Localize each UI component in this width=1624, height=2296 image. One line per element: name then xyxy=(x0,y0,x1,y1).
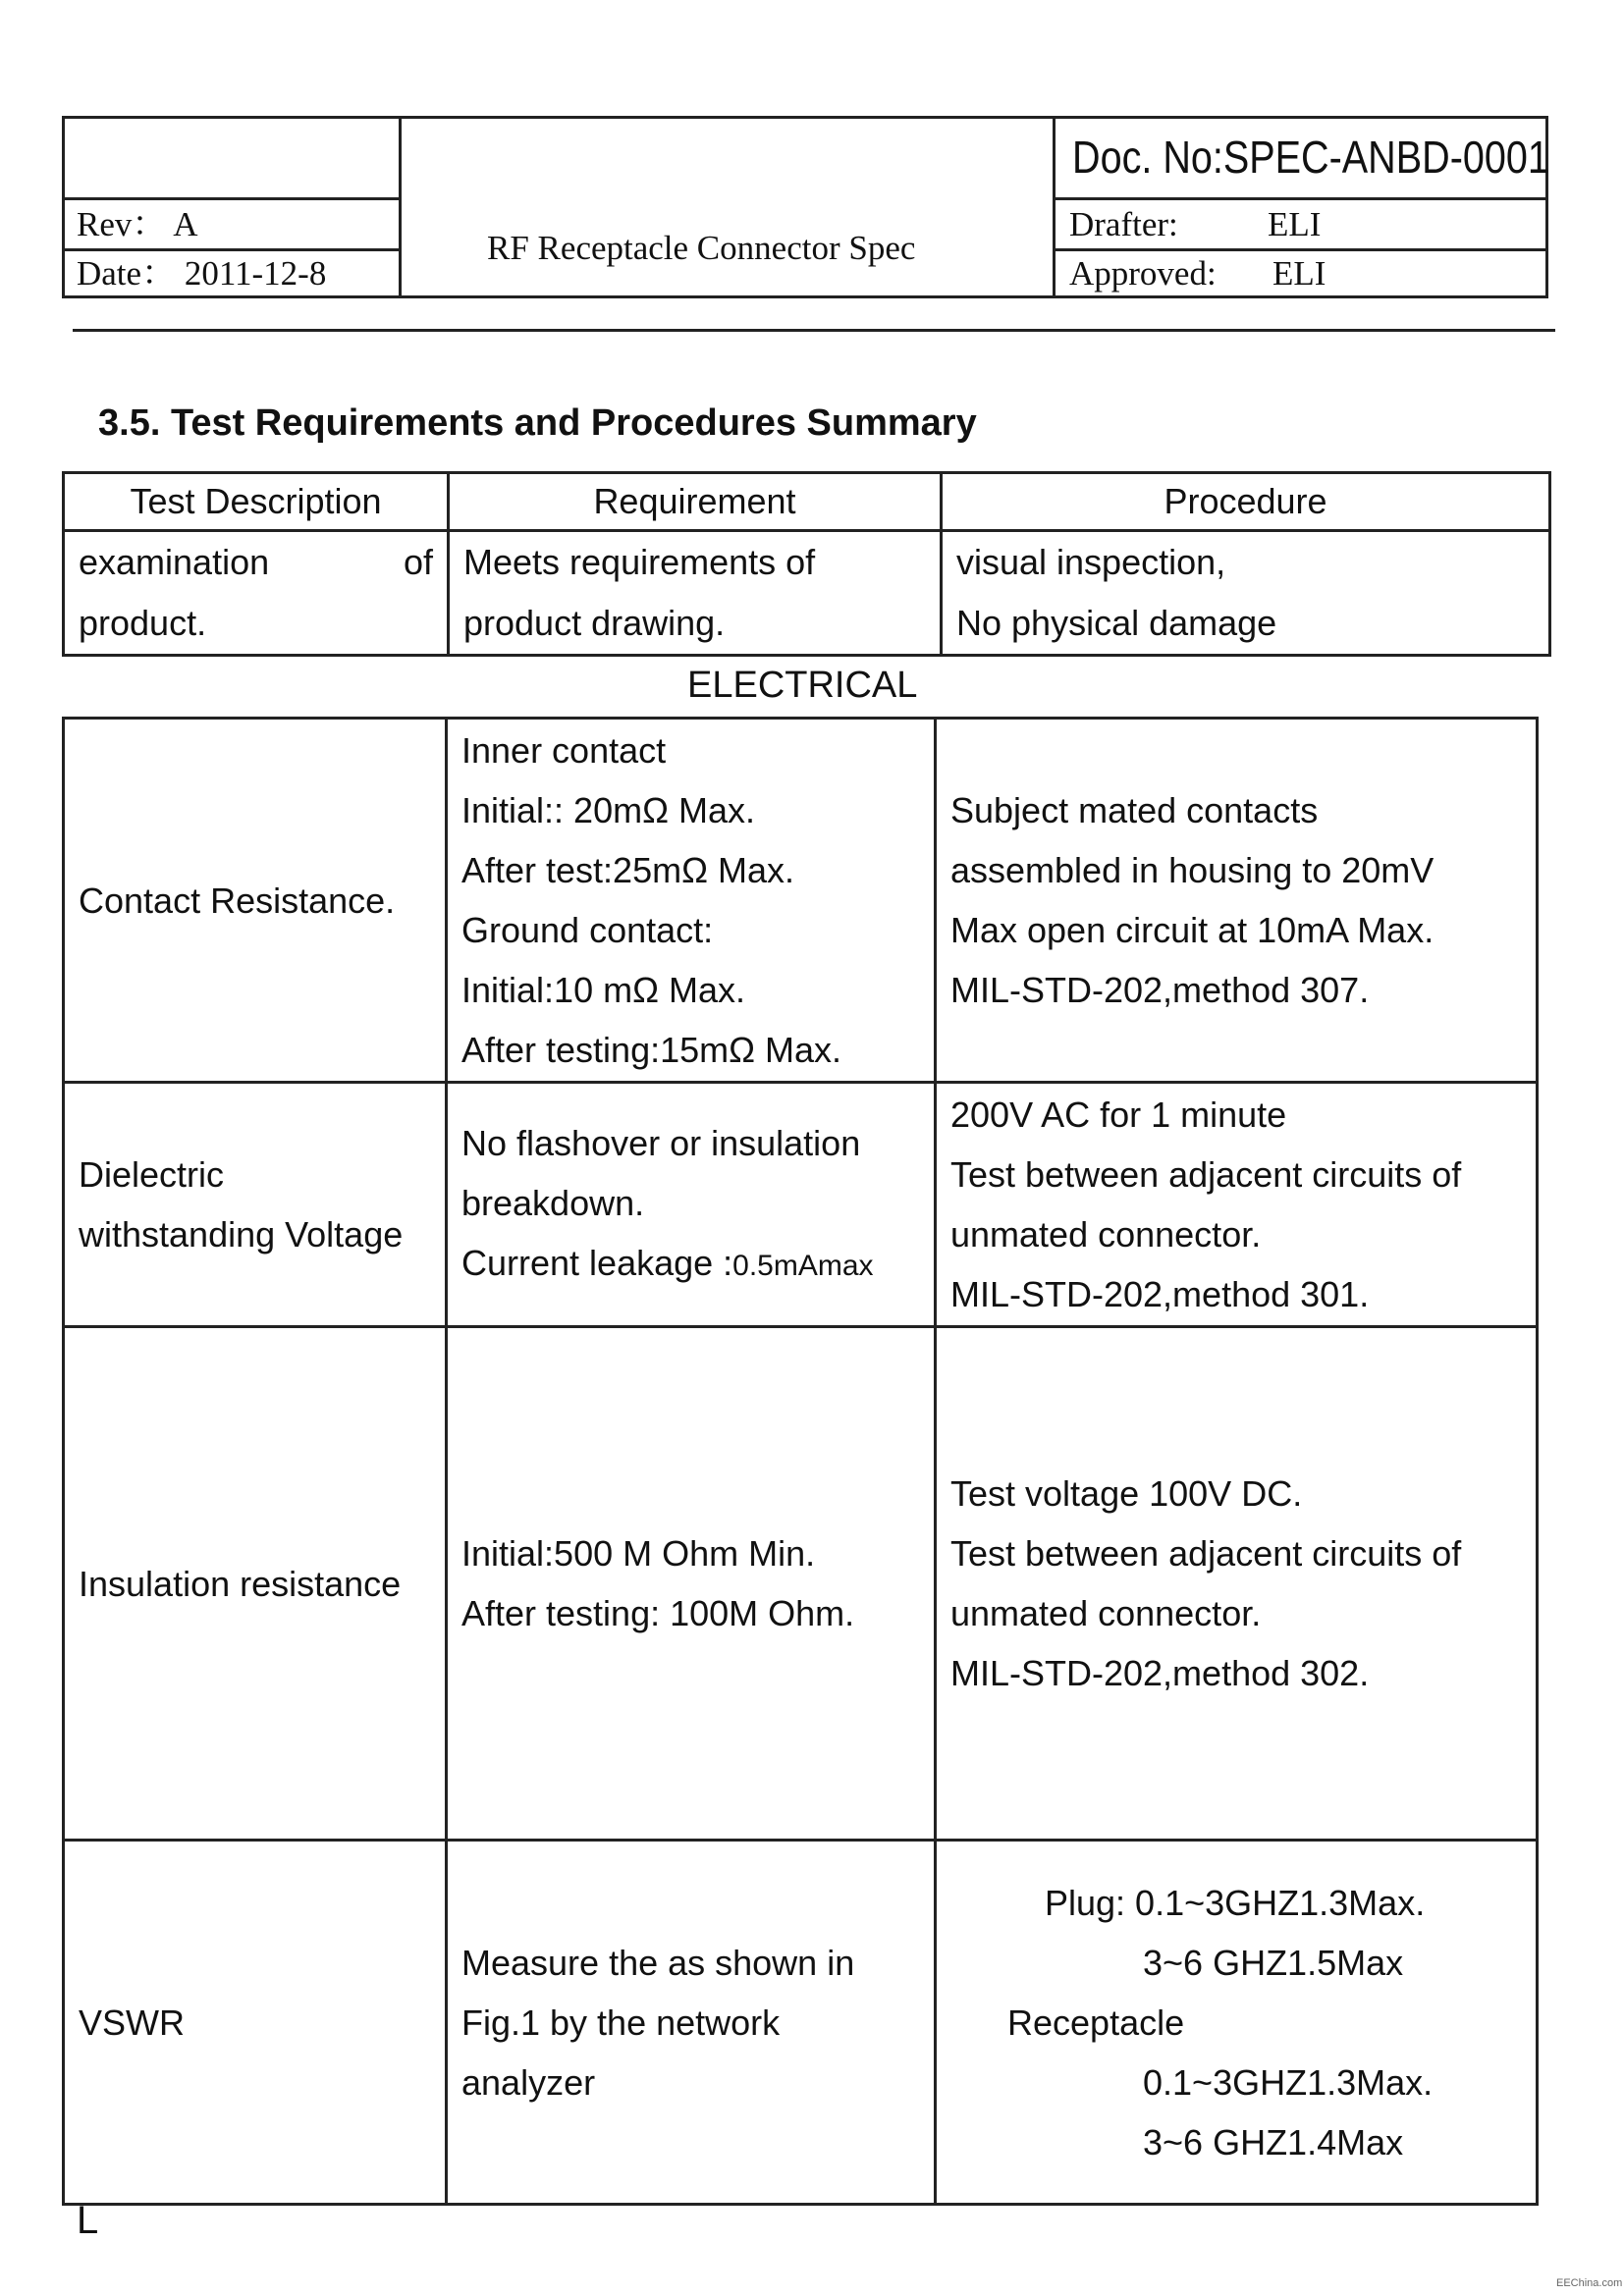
section-title: 3.5. Test Requirements and Procedures Summary xyxy=(98,402,977,444)
electrical-table xyxy=(62,717,1539,2206)
approved-value: ELI xyxy=(1272,254,1326,293)
procedure-cell xyxy=(936,1083,1538,1327)
cell-text: Max open circuit at 10mA Max. xyxy=(950,910,1435,950)
cell-text: MIL-STD-202,method 302. xyxy=(950,1653,1370,1693)
cell-text: visual inspection, xyxy=(956,542,1226,582)
cell-text: Test voltage 100V DC. xyxy=(950,1473,1303,1514)
test-cell: Contact Resistance. xyxy=(64,719,447,1083)
header-divider xyxy=(1053,197,1545,200)
procedure-cell xyxy=(936,1841,1538,2205)
revision: Rev： A xyxy=(77,205,198,243)
leakage-label: Current leakage : xyxy=(461,1243,733,1283)
cell-text: MIL-STD-202,method 307. xyxy=(950,970,1370,1010)
cell-text: of xyxy=(403,542,433,582)
cell-text: Initial:500 M Ohm Min. xyxy=(461,1533,816,1574)
cell-text: 3~6 GHZ1.4Max xyxy=(1143,2121,1404,2163)
header-divider xyxy=(1053,119,1056,295)
cell-text: After test:25mΩ Max. xyxy=(461,850,795,890)
cell-text: examination xyxy=(79,542,270,582)
document-title: RF Receptacle Connector Spec xyxy=(487,229,916,267)
cell-text: product. xyxy=(79,603,207,643)
requirement-cell xyxy=(447,1327,936,1841)
procedure-cell xyxy=(942,531,1550,656)
table-header-row xyxy=(64,473,1550,531)
cell-text: product drawing. xyxy=(463,603,726,643)
cell-text: withstanding Voltage xyxy=(79,1214,404,1255)
requirement-cell xyxy=(449,531,942,656)
cell-text: Dielectric xyxy=(79,1154,225,1195)
table-row xyxy=(64,531,1550,656)
table-row xyxy=(64,1327,1538,1841)
procedure-cell xyxy=(936,1327,1538,1841)
cell-text: Plug: 0.1~3GHZ1.3Max. xyxy=(1045,1882,1426,1923)
drafter-value: ELI xyxy=(1268,205,1322,243)
procedure-cell xyxy=(936,719,1538,1083)
cell-text: unmated connector. xyxy=(950,1214,1262,1255)
table-row xyxy=(64,1083,1538,1327)
horizontal-rule xyxy=(73,329,1555,332)
approved-label: Approved: xyxy=(1069,254,1217,293)
test-cell: Insulation resistance xyxy=(64,1327,447,1841)
header-divider xyxy=(399,119,402,295)
electrical-heading: ELECTRICAL xyxy=(687,665,918,706)
table-row xyxy=(64,1841,1538,2205)
requirement-cell xyxy=(447,719,936,1083)
column-header: Test Description xyxy=(64,473,449,531)
requirement-cell xyxy=(447,1841,936,2205)
column-header: Requirement xyxy=(449,473,942,531)
cell-text: 3~6 GHZ1.5Max xyxy=(1143,1942,1404,1983)
summary-table xyxy=(62,471,1551,657)
header-divider xyxy=(1053,248,1545,251)
date: Date： 2011-12-8 xyxy=(77,254,327,293)
cell-text: MIL-STD-202,method 301. xyxy=(950,1274,1370,1314)
cell-text: Test between adjacent circuits of xyxy=(950,1533,1462,1574)
cell-text: Meets requirements of xyxy=(463,542,816,582)
table-row xyxy=(64,719,1538,1083)
cell-text: breakdown. xyxy=(461,1183,645,1223)
drafter-label: Drafter: xyxy=(1069,205,1178,243)
cell-text: Test between adjacent circuits of xyxy=(950,1154,1462,1195)
cell-text: unmated connector. xyxy=(950,1593,1262,1633)
cell-text: Initial:: 20mΩ Max. xyxy=(461,790,756,830)
header-divider xyxy=(65,197,399,200)
cell-text: 200V AC for 1 minute xyxy=(950,1095,1287,1135)
cell-text: After testing:15mΩ Max. xyxy=(461,1030,842,1070)
leakage-value: 0.5mAmax xyxy=(732,1250,874,1282)
cell-text: Fig.1 by the network xyxy=(461,2002,781,2043)
cell-text: assembled in housing to 20mV xyxy=(950,850,1435,890)
cell-text xyxy=(461,1233,920,1296)
test-description-cell xyxy=(64,531,449,656)
column-header: Procedure xyxy=(942,473,1550,531)
cell-text: 0.1~3GHZ1.3Max. xyxy=(1143,2061,1434,2103)
cell-text: Subject mated contacts xyxy=(950,790,1319,830)
cell-text: No flashover or insulation xyxy=(461,1123,861,1163)
test-cell xyxy=(64,1083,447,1327)
cell-text: After testing: 100M Ohm. xyxy=(461,1593,855,1633)
watermark: EEChina.com xyxy=(1556,2277,1623,2289)
test-cell: VSWR xyxy=(64,1841,447,2205)
document-header xyxy=(62,116,1548,298)
cell-text: No physical damage xyxy=(956,603,1277,643)
footer-mark: L xyxy=(77,2199,99,2242)
requirement-cell xyxy=(447,1083,936,1327)
cell-text: analyzer xyxy=(461,2061,596,2103)
cell-text: Initial:10 mΩ Max. xyxy=(461,970,746,1010)
doc-number: Doc. No:SPEC-ANBD-0001 xyxy=(1072,132,1549,183)
cell-text: Receptacle xyxy=(1007,2002,1185,2043)
cell-text: Inner contact xyxy=(461,730,667,771)
header-divider xyxy=(65,248,399,251)
cell-text: Ground contact: xyxy=(461,910,714,950)
cell-text: Measure the as shown in xyxy=(461,1942,855,1983)
